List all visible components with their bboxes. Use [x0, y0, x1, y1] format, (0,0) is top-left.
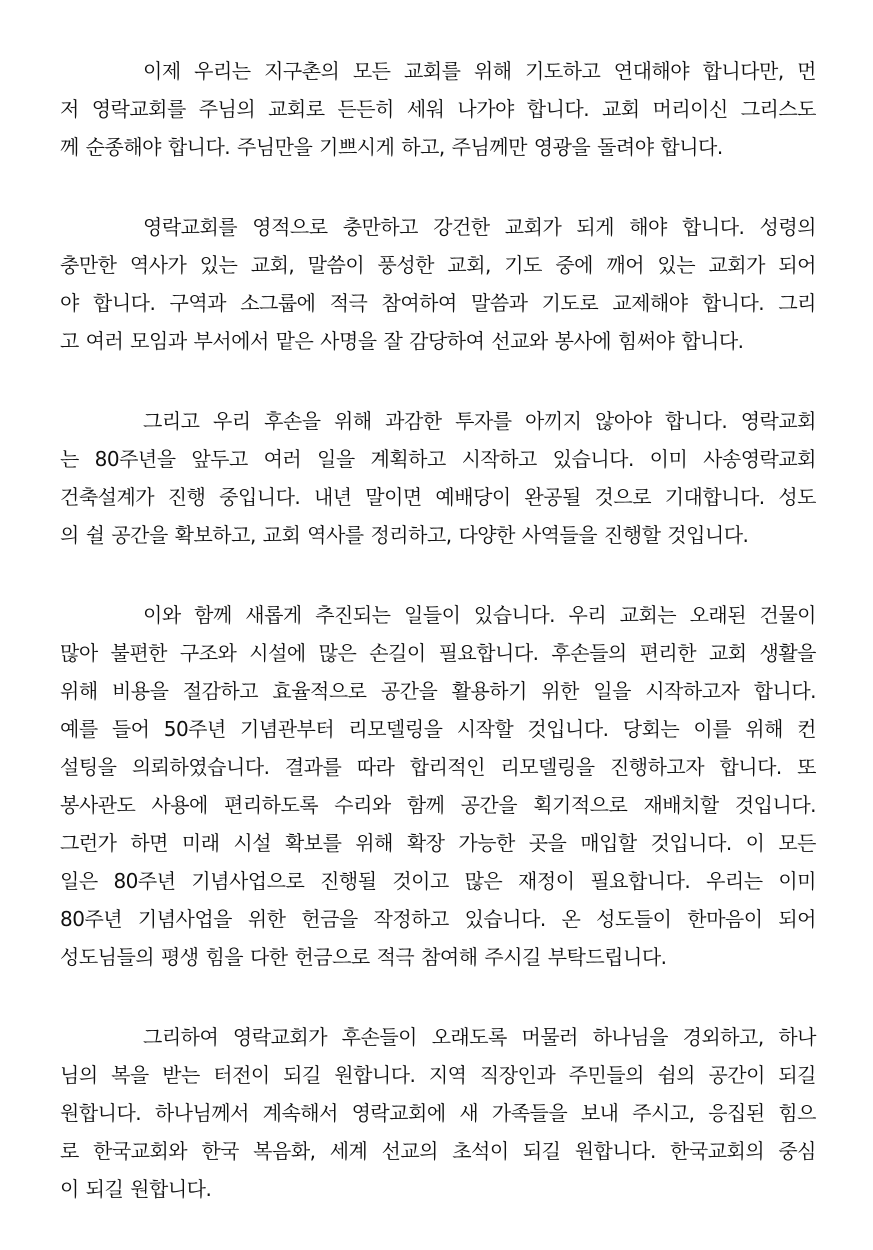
text-line: 설팅을 의뢰하였습니다. 결과를 따라 합리적인 리모델링을 진행하고자 합니다. 또 — [60, 755, 816, 779]
paragraph — [60, 1018, 816, 1208]
text-line: 야 합니다. 구역과 소그룹에 적극 참여하여 말씀과 기도로 교제해야 합니다. 그리 — [60, 291, 816, 315]
text-line: 충만한 역사가 있는 교회, 말씀이 풍성한 교회, 기도 중에 깨어 있는 교회가 되어 — [60, 253, 816, 277]
text-line: 로 한국교회와 한국 복음화, 세계 선교의 초석이 되길 원합니다. 한국교회의 중심 — [60, 1139, 816, 1163]
text-line: 이와 함께 새롭게 추진되는 일들이 있습니다. 우리 교회는 오래된 건물이 — [143, 603, 816, 627]
text-line: 저 영락교회를 주님의 교회로 든든히 세워 나가야 합니다. 교회 머리이신 그리스도 — [60, 97, 816, 121]
text-line: 예를 들어 50주년 기념관부터 리모델링을 시작할 것입니다. 당회는 이를 위해 컨 — [60, 717, 816, 741]
text-line: 고 여러 모임과 부서에서 맡은 사명을 잘 감당하여 선교와 봉사에 힘써야 합니다. — [60, 329, 744, 353]
text-line: 는 80주년을 앞두고 여러 일을 계획하고 시작하고 있습니다. 이미 사송영락교회 — [60, 447, 816, 471]
text-line: 원합니다. 하나님께서 계속해서 영락교회에 새 가족들을 보내 주시고, 응집된 힘으 — [60, 1101, 816, 1125]
text-line: 80주년 기념사업을 위한 헌금을 작정하고 있습니다. 온 성도들이 한마음이 되어 — [60, 907, 816, 931]
text-line: 의 쉴 공간을 확보하고, 교회 역사를 정리하고, 다양한 사역들을 진행할 것입니다. — [60, 523, 749, 547]
text-line: 이제 우리는 지구촌의 모든 교회를 위해 기도하고 연대해야 합니다만, 먼 — [143, 59, 816, 83]
text-line: 이 되길 원합니다. — [60, 1177, 212, 1201]
paragraph — [60, 402, 816, 554]
text-line: 그리고 우리 후손을 위해 과감한 투자를 아끼지 않아야 합니다. 영락교회 — [143, 409, 816, 433]
paragraph — [60, 52, 816, 166]
text-line: 영락교회를 영적으로 충만하고 강건한 교회가 되게 해야 합니다. 성령의 — [143, 215, 816, 239]
document-body — [60, 52, 816, 1250]
text-line: 위해 비용을 절감하고 효율적으로 공간을 활용하기 위한 일을 시작하고자 합니다. — [60, 679, 816, 703]
text-line: 그리하여 영락교회가 후손들이 오래도록 머물러 하나님을 경외하고, 하나 — [143, 1025, 816, 1049]
paragraph — [60, 208, 816, 360]
text-line: 건축설계가 진행 중입니다. 내년 말이면 예배당이 완공될 것으로 기대합니다. 성도 — [60, 485, 816, 509]
text-line: 님의 복을 받는 터전이 되길 원합니다. 지역 직장인과 주민들의 쉼의 공간이 되길 — [60, 1063, 816, 1087]
text-line: 께 순종해야 합니다. 주님만을 기쁘시게 하고, 주님께만 영광을 돌려야 합니다. — [60, 135, 723, 159]
text-line: 그런가 하면 미래 시설 확보를 위해 확장 가능한 곳을 매입할 것입니다. 이 모든 — [60, 831, 816, 855]
text-line: 성도님들의 평생 힘을 다한 헌금으로 적극 참여해 주시길 부탁드립니다. — [60, 945, 667, 969]
paragraph — [60, 596, 816, 976]
text-line: 많아 불편한 구조와 시설에 많은 손길이 필요합니다. 후손들의 편리한 교회 생활을 — [60, 641, 816, 665]
text-line: 봉사관도 사용에 편리하도록 수리와 함께 공간을 획기적으로 재배치할 것입니다. — [60, 793, 816, 817]
text-line: 일은 80주년 기념사업으로 진행될 것이고 많은 재정이 필요합니다. 우리는 이미 — [60, 869, 816, 893]
